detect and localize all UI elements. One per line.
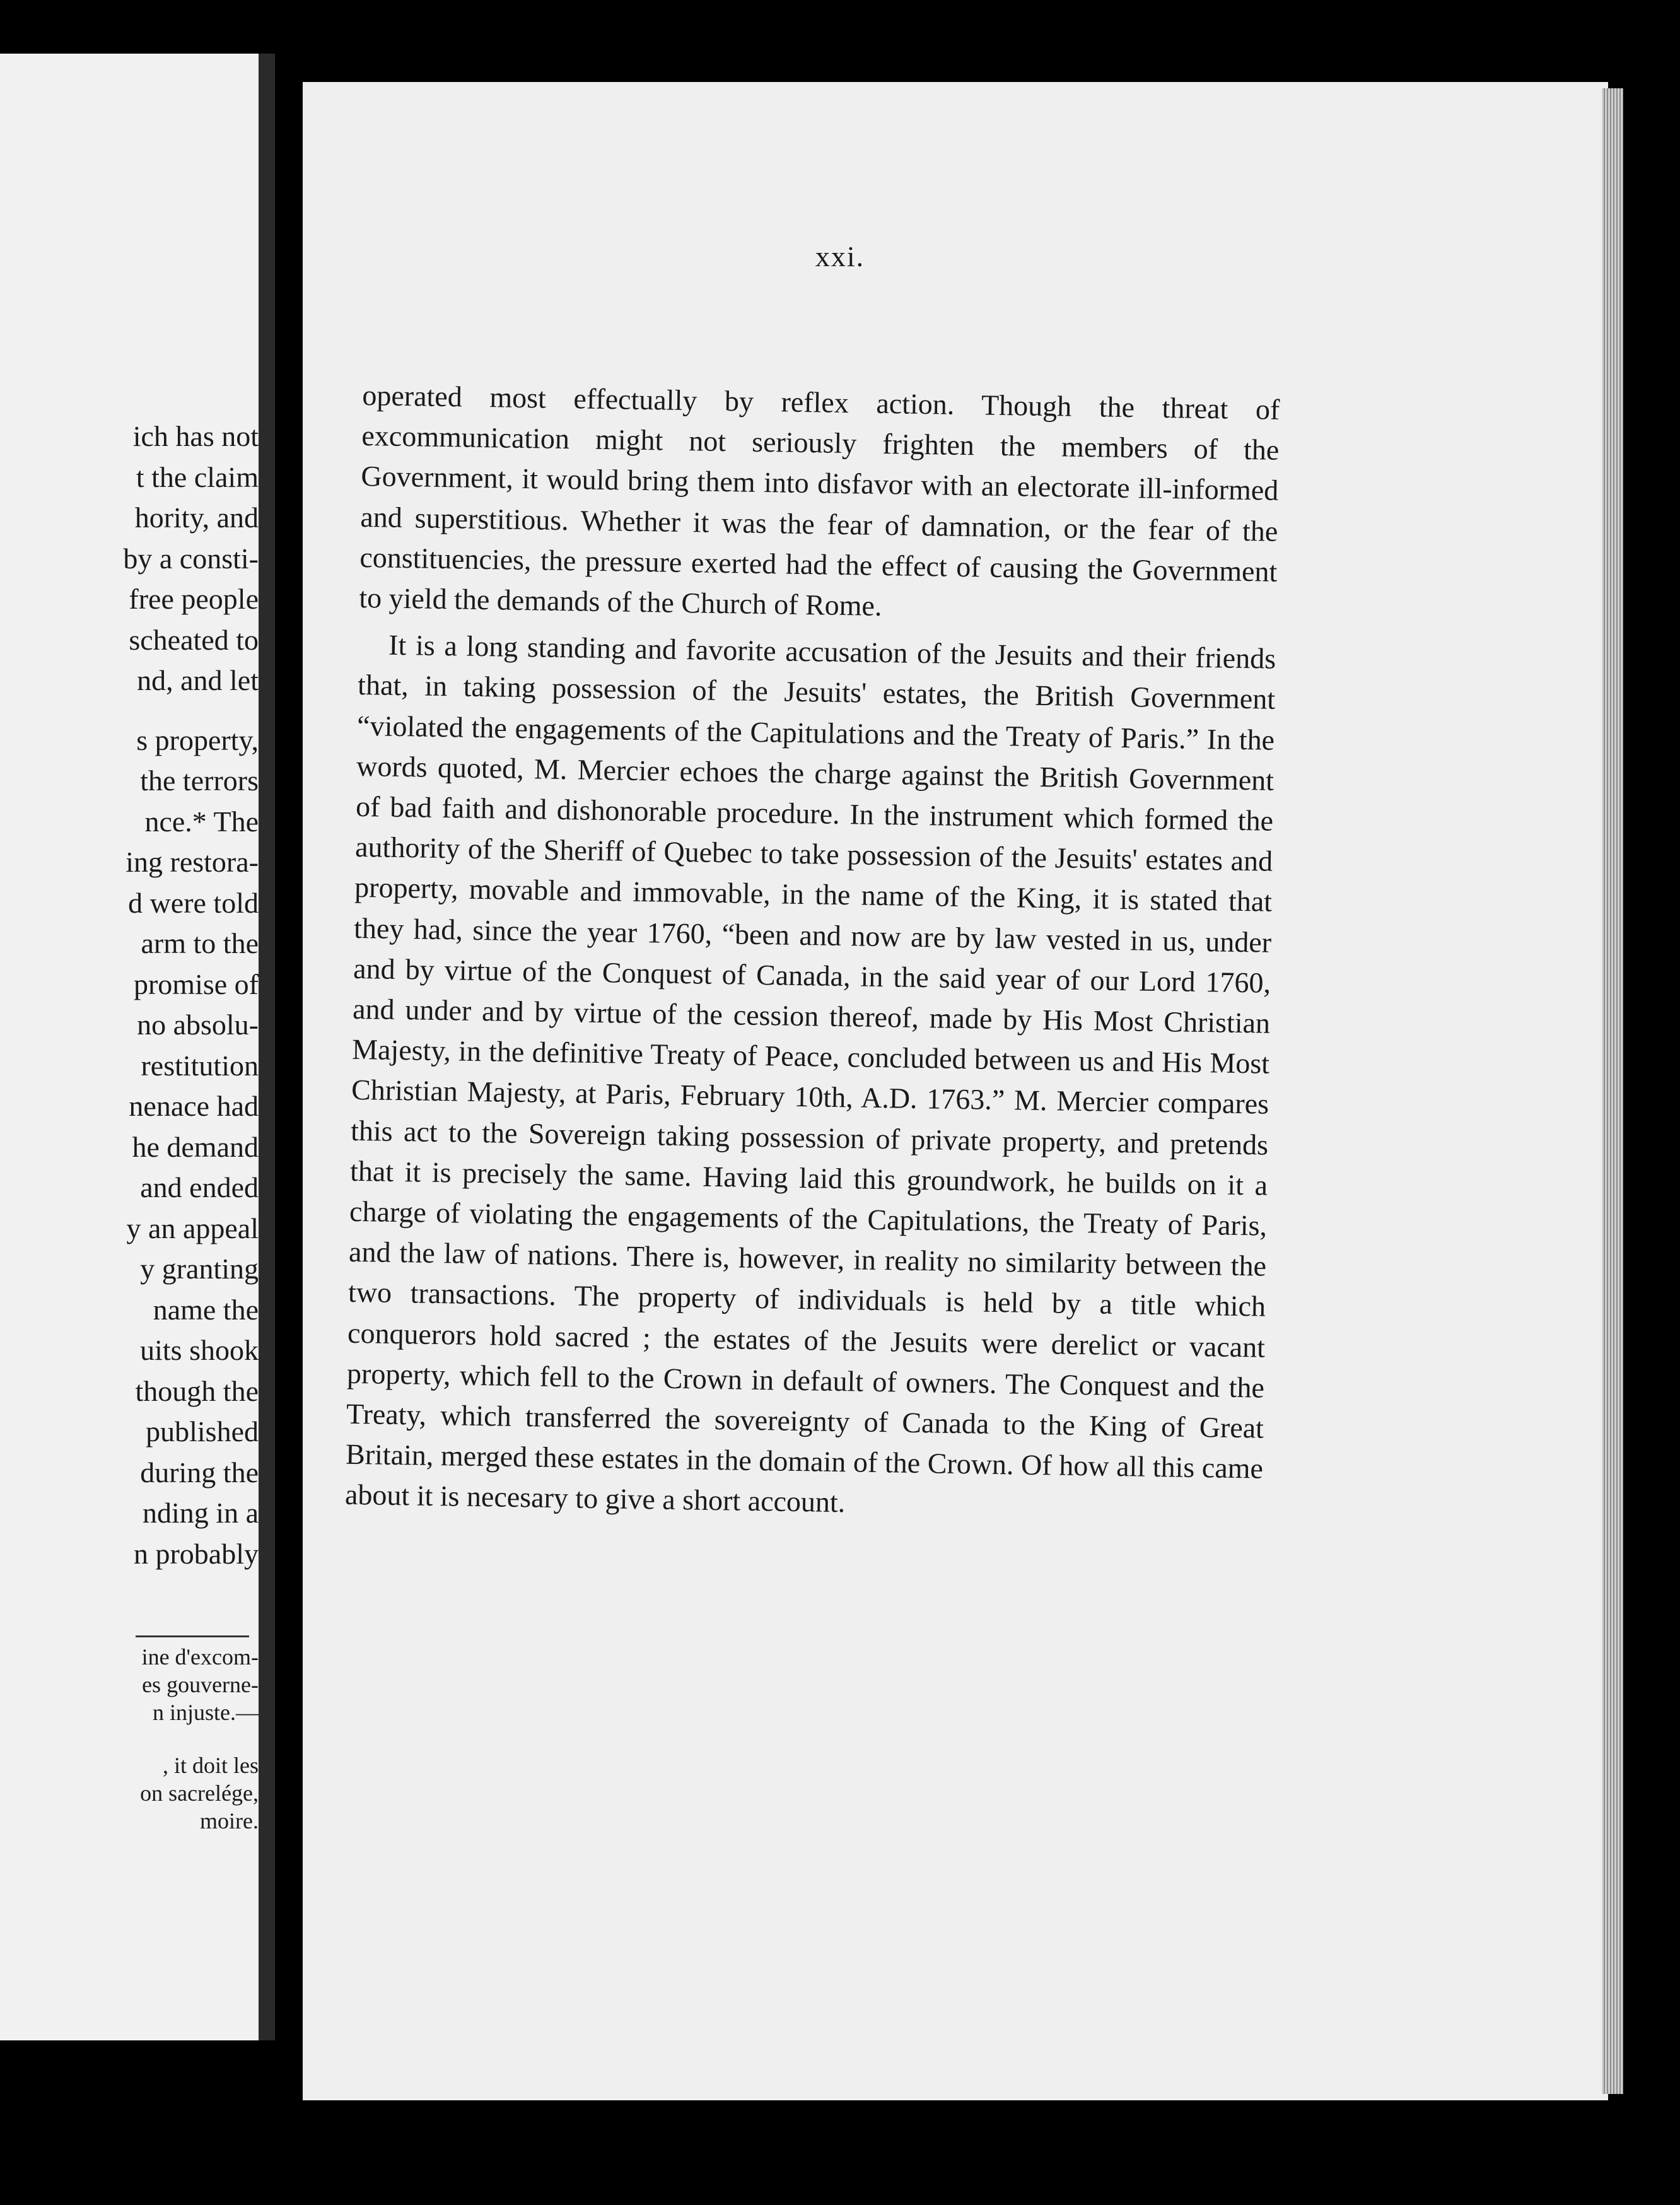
body-text — [344, 375, 1280, 1536]
text-line: published — [146, 1415, 259, 1448]
text-line: d were told — [128, 886, 259, 919]
text-line: name the — [153, 1293, 259, 1326]
text-line: restitution — [141, 1049, 259, 1082]
text-line: nd, and let — [137, 664, 259, 696]
text-line: nenace had — [129, 1090, 259, 1122]
text-line: y an appeal — [126, 1212, 259, 1244]
text-line: nding in a — [143, 1497, 259, 1529]
paragraph: operated most effectually by reflex action. Though the threat of excommunication might not seriously frighten the members of the Government, it would bring them into disfavor with an electorate ill-informed and superstitious. Whether it was the fear of damnation, or the fear of the constituencies, the pressure exerted had the effect of causing the Government to yield the demands of the Church of Rome. — [359, 378, 1280, 622]
text-line: es gouverne- — [142, 1672, 259, 1697]
text-line: and ended — [140, 1171, 259, 1203]
text-line: he demand — [132, 1130, 259, 1163]
text-line: the terrors — [140, 764, 259, 797]
text-line: n injuste.— — [153, 1700, 259, 1725]
text-line: on sacrelége, — [140, 1781, 259, 1806]
left-page — [0, 54, 259, 2040]
page-edge — [1602, 88, 1623, 2094]
text-line: ing restora- — [125, 846, 259, 878]
text-line: nce.* The — [144, 805, 259, 838]
text-line: n probably — [133, 1537, 259, 1570]
text-line: though the — [135, 1374, 259, 1407]
text-line: , it doit les — [163, 1753, 259, 1778]
text-line: arm to the — [141, 927, 259, 959]
book-spine — [259, 54, 275, 2040]
text-line: s property, — [136, 723, 259, 756]
text-line — [0, 701, 259, 720]
text-line: uits shook — [140, 1334, 259, 1366]
text-line: no absolu- — [137, 1009, 259, 1041]
text-line: free people — [129, 583, 259, 615]
text-line: promise of — [133, 968, 259, 1000]
paragraph: It is a long standing and favorite accusation of the Jesuits and their friends that, in taking possession of the Jesuits' estates, the British Government “violated the engagements of the Capitulations and the Treaty of Paris.” In the words quoted, M. Mercier echoes the charge against the British Government of bad faith and dishonorable procedure. In the instrument which formed the authority of the Sheriff of Quebec to take possession of the Jesuits' estates and property, movable and immovable, in the name of the King, it is stated that they had, since the year 1760, “been and now are by law vested in us, under and by virtue of the Conquest of Canada, in the said year of our Lord 1760, and under and by virtue of the cession thereof, made by His Most Christian Majesty, in the definitive Treaty of Peace, concluded between us and His Most Christian Majesty, at Paris, February 10th, A.D. 1763.” M. Mercier compares this act to the Sovereign taking possession of private property, and pretends that it is precisely the same. Having laid this groundwork, he builds on it a charge of violating the engagements of the Capitulations, the Treaty of Paris, and the law of nations. There is, however, in reality no similarity between the two transactions. The property of individuals is held by a title which conquerors hold sacred ; the estates of the Jesuits were derelict or vacant property, which fell to the Crown in default of owners. The Conquest and the Treaty, which transferred the sovereignty of Canada to the King of Great Britain, merged these estates in the domain of the Crown. Of how all this came about it is necesary to give a short account. — [344, 628, 1276, 1519]
text-line: during the — [140, 1456, 259, 1489]
left-page-text — [0, 416, 259, 1574]
left-page-footnote — [0, 1643, 259, 1835]
text-line: scheated to — [129, 623, 259, 656]
text-line — [0, 1726, 259, 1752]
text-line: ich has not — [132, 420, 259, 452]
text-line: ine d'excom- — [141, 1644, 259, 1670]
footnote-rule — [136, 1635, 249, 1637]
page-number: xxi. — [815, 240, 865, 272]
text-line: y granting — [140, 1253, 259, 1285]
text-line: t the claim — [136, 460, 259, 493]
text-line: by a consti- — [123, 542, 259, 575]
text-line: moire. — [200, 1808, 259, 1834]
text-line: hority, and — [134, 501, 259, 534]
